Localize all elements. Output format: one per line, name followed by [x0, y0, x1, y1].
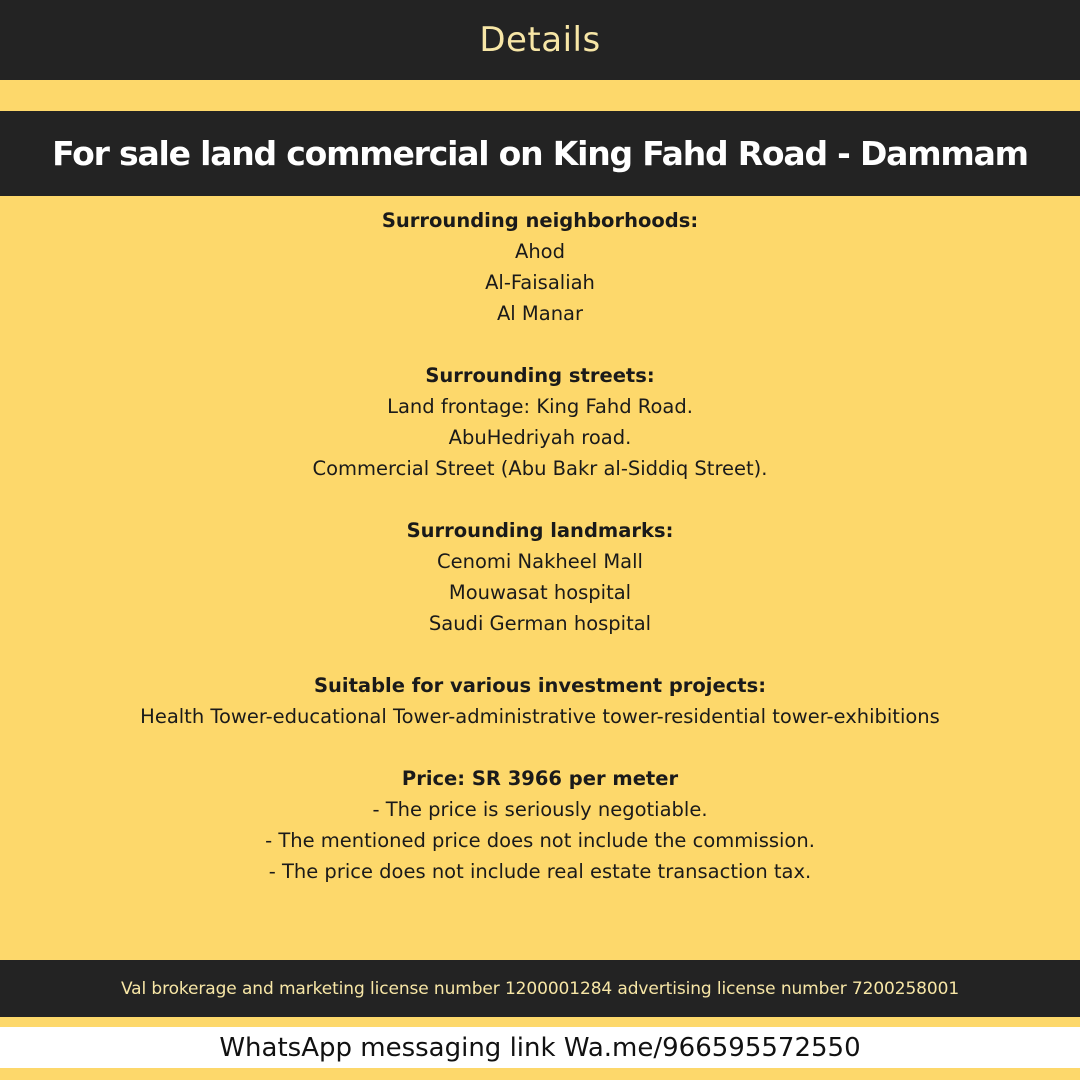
spacer	[0, 732, 1080, 763]
landmark-item: Mouwasat hospital	[448, 581, 632, 604]
neighborhood-item: Ahod	[514, 240, 565, 263]
whatsapp-link[interactable]: WhatsApp messaging link Wa.me/966595572550	[219, 1032, 861, 1063]
price-note: - The price does not include real estate transaction tax.	[268, 860, 812, 883]
neighborhoods-heading: Surrounding neighborhoods:	[381, 209, 699, 232]
listing-details	[0, 205, 1080, 887]
license-text: Val brokerage and marketing license number 1200001284 advertising license number 7200258001	[120, 978, 960, 999]
price-note: - The mentioned price does not include the commission.	[265, 829, 815, 852]
landmarks-heading: Surrounding landmarks:	[406, 519, 674, 542]
price-note: - The price is seriously negotiable.	[372, 798, 708, 821]
investment-heading: Suitable for various investment projects:	[313, 674, 766, 697]
listing-headline: For sale land commercial on King Fahd Road - Dammam	[52, 134, 1028, 173]
street-item: Land frontage: King Fahd Road.	[387, 395, 693, 418]
streets-heading: Surrounding streets:	[425, 364, 655, 387]
page-title: Details	[479, 20, 601, 60]
landmark-item: Cenomi Nakheel Mall	[437, 550, 643, 573]
landmark-item: Saudi German hospital	[428, 612, 652, 635]
license-bar	[0, 960, 1080, 1017]
price-heading: Price: SR 3966 per meter	[401, 767, 679, 790]
neighborhood-item: Al Manar	[496, 302, 584, 325]
spacer	[0, 484, 1080, 515]
whatsapp-bar	[0, 1027, 1080, 1068]
street-item: Commercial Street (Abu Bakr al-Siddiq Street).	[312, 457, 768, 480]
street-item: AbuHedriyah road.	[448, 426, 632, 449]
header-bar	[0, 0, 1080, 80]
spacer	[0, 639, 1080, 670]
spacer	[0, 329, 1080, 360]
investment-item: Health Tower-educational Tower-administrative tower-residential tower-exhibitions	[140, 705, 940, 728]
headline-bar	[0, 111, 1080, 196]
neighborhood-item: Al-Faisaliah	[485, 271, 595, 294]
